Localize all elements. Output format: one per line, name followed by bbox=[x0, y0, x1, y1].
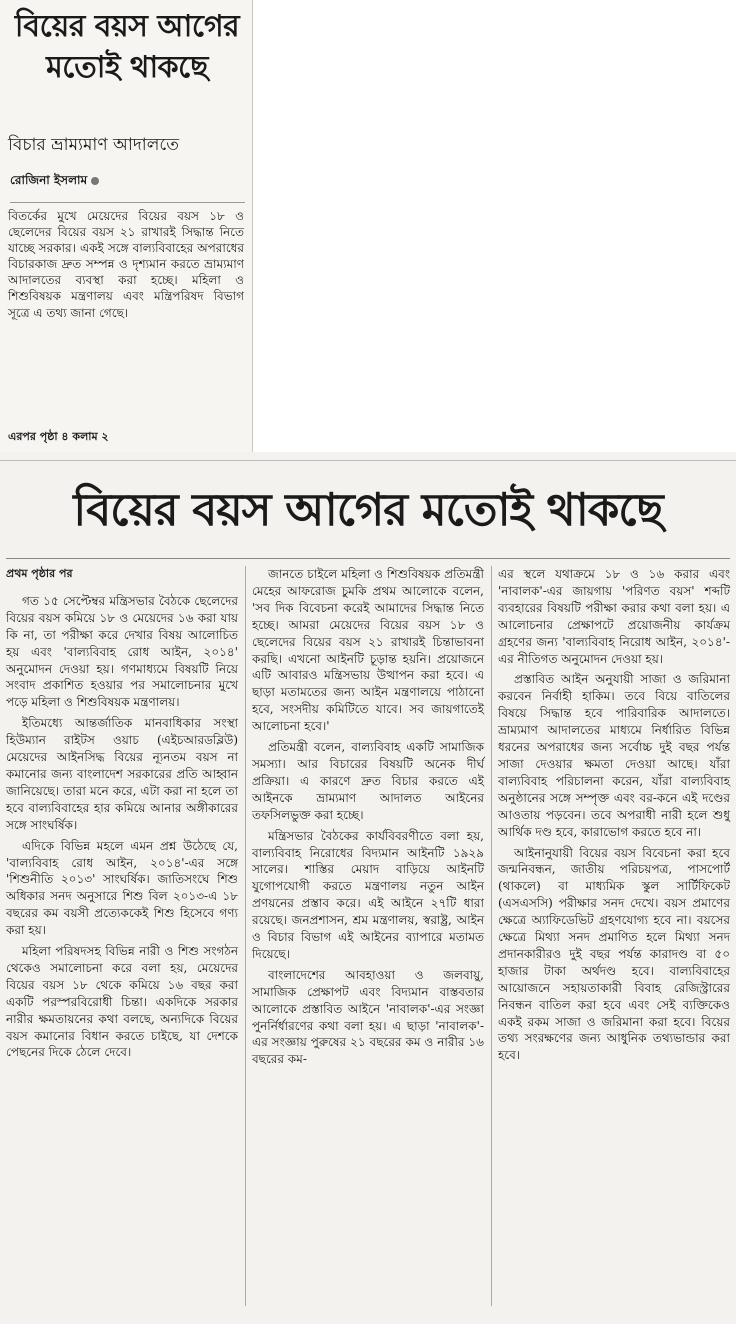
clip-byline bbox=[10, 172, 245, 203]
paragraph: মন্ত্রিসভার বৈঠকের কার্যবিবরণীতে বলা হয়, বাল্যবিবাহ নিরোধের বিদ্যমান আইনটি ১৯২৯ সালের। শাস্তির মেয়াদ বাড়িয়ে আইনটি যুগোপযোগী করতে মন্ত্রণালয় নতুন আইন প্রণয়নের প্রস্তাব করে। এই আইনে ২৭টি ধারা রয়েছে। জনপ্রশাসন, শ্রম মন্ত্রণালয়, স্বরাষ্ট্র, আইন ও বিচার বিভাগ এই আইনের ব্যাপারে মতামত দিয়েছে। bbox=[252, 828, 484, 961]
byline-dot-icon bbox=[91, 177, 99, 185]
divider bbox=[0, 460, 736, 461]
paragraph: এদিকে বিভিন্ন মহলে এমন প্রশ্ন উঠেছে যে, 'বাল্যবিবাহ রোধ আইন, ২০১৪'-এর সঙ্গে 'শিশুনীতি ২০১৩' সাংঘর্ষিক। জাতিসংঘে শিশু অধিকার সনদ অনুসারে শিশু বিল ২০১৩-এ ১৮ বছরের কম বয়সী প্রত্যেককেই শিশু হিসেবে গণ্য করা হয়। bbox=[6, 838, 238, 938]
clip-continuation: এরপর পৃষ্ঠা ৪ কলাম ২ bbox=[8, 430, 109, 443]
paragraph: এর স্থলে যথাক্রমে ১৮ ও ১৬ করার এবং 'নাবালক'-এর জায়গায় 'পরিণত বয়স' শব্দটি ব্যবহারের বিষয়টি পরীক্ষা করার কথা বলা হয়। এ আলোচনার প্রেক্ষাপটে প্রয়োজনীয় কার্যক্রম গ্রহণের জন্য 'বাল্যবিবাহ নিরোধ আইন, ২০১৪'-এর নীতিগত অনুমোদন দেওয়া হয়। bbox=[498, 567, 730, 666]
blank-area bbox=[253, 0, 736, 452]
paragraph: প্রতিমন্ত্রী বলেন, বাল্যবিবাহ একটি সামাজিক সমস্যা। আর বিচারের বিষয়টি অনেক দীর্ঘ প্রক্রিয়া। এ কারণে দ্রুত বিচার করতে এই আইনকে ভ্রাম্যমাণ আদালত আইনের তফসিলভুক্ত করা হচ্ছে। bbox=[252, 740, 484, 822]
paragraph: ইতিমধ্যে আন্তর্জাতিক মানবাধিকার সংস্থা হিউম্যান রাইটস ওয়াচ (এইচআরডব্লিউ) মেয়েদের আইনসিদ্ধ বিয়ের ন্যূনতম বয়স না কমানোর জন্য বাংলাদেশ সরকারের প্রতি আহ্বান জানিয়েছে। তারা মনে করে, এটা করা না হলে তা হবে বাল্যবিবাহের হার কমিয়ে আনার অঙ্গীকারের সঙ্গে সাংঘর্ষিক। bbox=[6, 716, 238, 832]
paragraph: জানতে চাইলে মহিলা ও শিশুবিষয়ক প্রতিমন্ত্রী মেহের আফরোজ চুমকি প্রথম আলোকে বলেন, 'সব দিক বিবেচনা করেই আমাদের সিদ্ধান্ত নিতে হচ্ছে। আমরা মেয়েদের বিয়ের বয়স ১৮ ও ছেলেদের বিয়ের বয়স ২১ রাখারই চিন্তাভাবনা করছি। এখনো আইনটি চূড়ান্ত হয়নি। প্রয়োজনে এটি আবারও মন্ত্রিসভায় উত্থাপন করা হবে। এ ছাড়া মতামতের জন্য আইন মন্ত্রণালয়ে পাঠানো হবে, সংসদীয় কমিটিতে যাবে। সব জায়গাতেই আলোচনা হবে।' bbox=[252, 567, 484, 734]
headline-rule bbox=[6, 558, 730, 559]
paragraph: প্রস্তাবিত আইন অনুযায়ী সাজা ও জরিমানা করবেন নির্বাহী হাকিম। তবে বিয়ে বাতিলের বিষয়ে সিদ্ধান্ত হবে পারিবারিক আদালতে। ভ্রাম্যমাণ আদালতের মাধ্যমে নির্ধারিত বিভিন্ন ধরনের অপরাধের জন্য সর্বোচ্চ দুই বছর পর্যন্ত সাজা দেওয়ার ক্ষমতা দেওয়া আছে। যাঁরা বাল্যবিবাহ পরিচালনা করেন, যাঁরা বাল্যবিবাহ অনুষ্ঠানের সঙ্গে সম্পৃক্ত এবং বর-কনে এই দণ্ডের আওতায় পড়বেন। তবে অপরাধী নারী হলে শুধু আর্থিক দণ্ড হবে, কারাভোগ করতে হবে না। bbox=[498, 672, 730, 839]
article-kicker: প্রথম পৃষ্ঠার পর bbox=[6, 567, 73, 580]
byline-text: রোজিনা ইসলাম bbox=[10, 173, 88, 187]
article-column-2 bbox=[252, 566, 484, 1072]
clip-teaser: বিতর্কের মুখে মেয়েদের বিয়ের বয়স ১৮ ও ছেলেদের বিয়ের বয়স ২১ রাখারই সিদ্ধান্ত নিতে যাচ্ছে সরকার। একই সঙ্গে বাল্যবিবাহের অপরাধের বিচারকাজ দ্রুত সম্পন্ন ও দৃশ্যমান করতে ভ্রাম্যমাণ আদালতের ব্যবস্থা করা হচ্ছে। মহিলা ও শিশুবিষয়ক মন্ত্রণালয় এবং মন্ত্রিপরিষদ বিভাগ সূত্রে এ তথ্য জানা গেছে। bbox=[8, 209, 244, 320]
clip-headline: বিয়ের বয়স আগের মতোই থাকছে bbox=[14, 9, 240, 85]
front-page-clip bbox=[0, 0, 253, 452]
clip-subheadline: বিচার ভ্রাম্যমাণ আদালতে bbox=[8, 135, 179, 155]
paragraph: বাংলাদেশের আবহাওয়া ও জলবায়ু, সামাজিক প্রেক্ষাপট এবং বিদ্যমান বাস্তবতার আলোকে প্রস্তাবিত আইনে 'নাবালক'-এর সংজ্ঞা পুনর্নির্ধারণের কথা বলা হয়। এ ছাড়া 'নাবালক'-এর সংজ্ঞায় পুরুষের ২১ বছরের কম ও নারীর ১৬ বছরের কম- bbox=[252, 967, 484, 1067]
article-column-3 bbox=[498, 566, 730, 1068]
paragraph: মহিলা পরিষদসহ বিভিন্ন নারী ও শিশু সংগঠন থেকেও সমালোচনা করে বলা হয়, মেয়েদের বিয়ের বয়স ১৮ থেকে কমিয়ে ১৬ বছর করা একটি পরস্পরবিরোধী চিন্তা। একদিকে সরকার নারীর ক্ষমতায়নের কথা বলছে, অন্যদিকে বিয়ের বয়স কমানোর বিধান করতে চাইছে, যা দেশকে পেছনের দিকে ঠেলে দেবে। bbox=[6, 944, 238, 1060]
paragraph: গত ১৫ সেপ্টেম্বর মন্ত্রিসভার বৈঠকে ছেলেদের বিয়ের বয়স কমিয়ে ১৮ ও মেয়েদের ১৬ করা যায় কি না, তা পরীক্ষা করে দেখার বিষয় আলোচিত হয় এবং 'বাল্যবিবাহ রোধ আইন, ২০১৪' অনুমোদন দেওয়া হয়। গণমাধ্যমে বিষয়টি নিয়ে সংবাদ প্রকাশিত হওয়ার পর সমালোচনার মুখে পড়ে মহিলা ও শিশুবিষয়ক মন্ত্রণালয়। bbox=[6, 593, 238, 710]
article-column-1 bbox=[6, 566, 238, 1065]
article-headline: বিয়ের বয়স আগের মতোই থাকছে bbox=[73, 483, 663, 536]
column-divider bbox=[245, 566, 246, 1306]
paragraph: আইনানুযায়ী বিয়ের বয়স বিবেচনা করা হবে জন্মনিবন্ধন, জাতীয় পরিচয়পত্র, পাসপোর্ট (থাকলে) বা মাধ্যমিক স্কুল সার্টিফিকেট (এসএসসি) পরীক্ষার সনদ দেখে। বয়স প্রমাণের ক্ষেত্রে অ্যাফিডেভিট গ্রহণযোগ্য হবে না। বয়সের ক্ষেত্রে মিথ্যা সনদ প্রমাণিত হলে মিথ্যা সনদ প্রদানকারীরও দুই বছর পর্যন্ত কারাদণ্ড বা ৫০ হাজার টাকা অর্থদণ্ড হবে। বাল্যবিবাহের আয়োজনে সহায়তাকারী বিবাহ রেজিস্ট্রারের নিবন্ধন বাতিল করা হবে এবং সেই ব্যক্তিকেও একই রকম সাজা ও জরিমানা করা হবে। বিয়ের তথ্য সংরক্ষণের জন্য আধুনিক তথ্যভান্ডার করা হবে। bbox=[498, 845, 730, 1063]
column-divider bbox=[491, 566, 492, 1306]
